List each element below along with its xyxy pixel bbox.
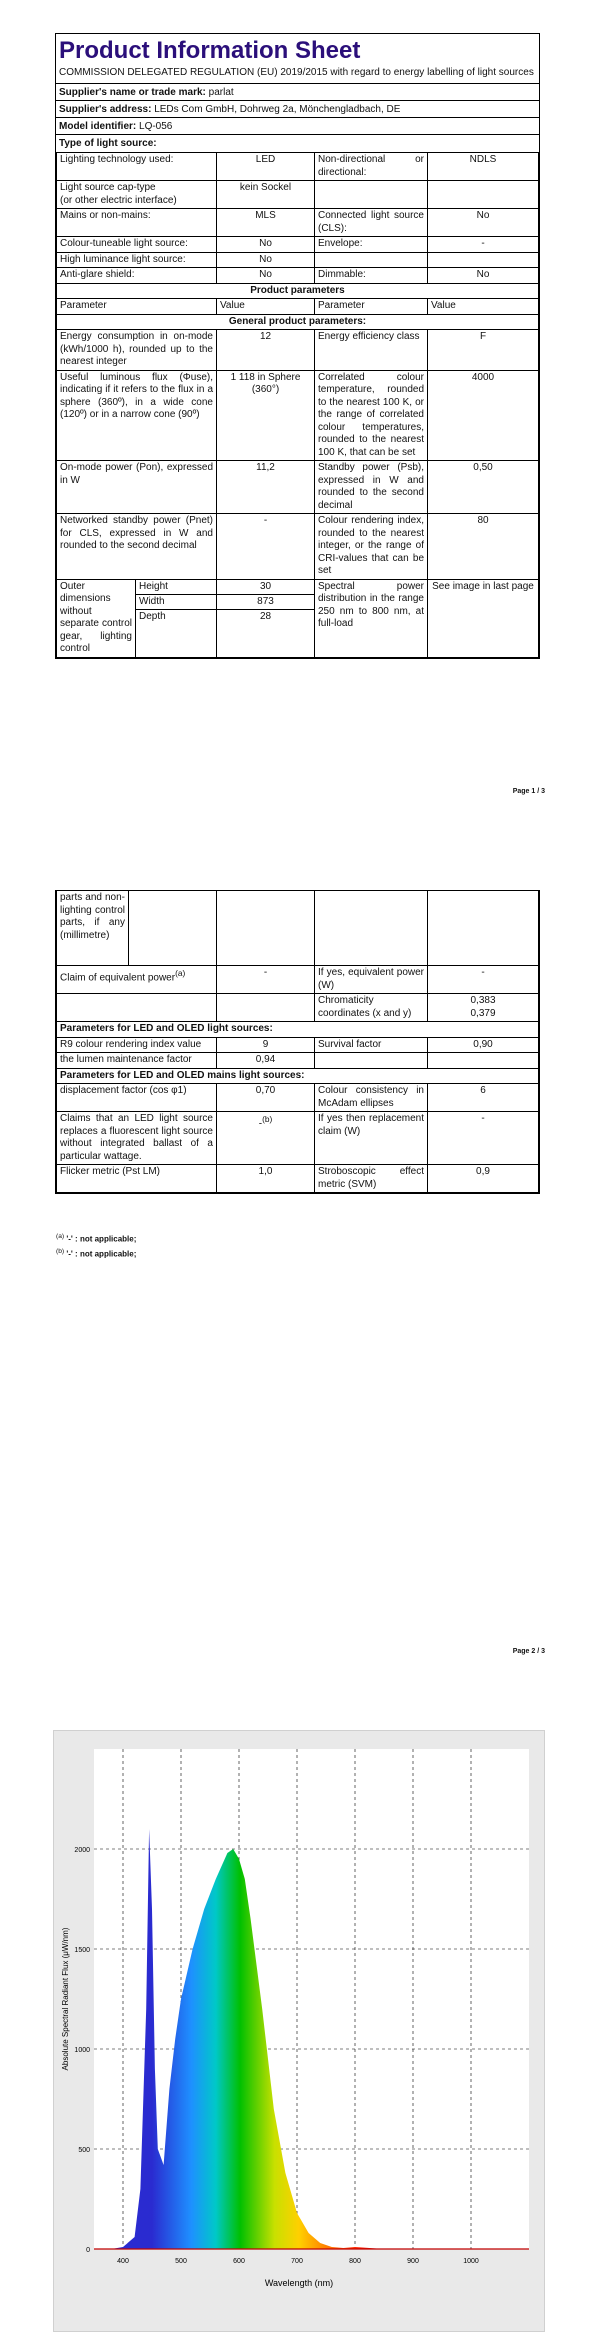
type-value: No	[428, 209, 539, 237]
led-row-param: R9 colour rendering index value	[57, 1037, 217, 1053]
equivalent-row-value: -	[428, 966, 539, 994]
type-row	[57, 252, 539, 268]
supplier-address-label: Supplier's address:	[59, 104, 152, 115]
led-row-value	[428, 1053, 539, 1069]
dimensions-cell	[57, 579, 217, 657]
type-param: Envelope:	[315, 237, 428, 253]
mains-row-param: If yes then replacement claim (W)	[315, 1112, 428, 1165]
mains-row-value: 1,0	[217, 1165, 315, 1193]
led-row-value: 0,94	[217, 1053, 315, 1069]
spectrum-chart	[53, 1730, 545, 2332]
page-3	[0, 1720, 590, 2334]
dim-height-value: 30	[217, 580, 314, 595]
col-header-value: Value	[217, 299, 315, 315]
page-2	[0, 880, 590, 1700]
general-param: Correlated colour temperature, rounded to the nearest 100 K, or the range of correlated colour temperatures, rounded to the nearest 100 K, that can be set	[315, 370, 428, 461]
general-value: -	[217, 514, 315, 580]
type-param: Anti-glare shield:	[57, 268, 217, 284]
x-tick-label: 500	[175, 2258, 187, 2265]
type-param: Non-directional or directional:	[315, 153, 428, 181]
spec-table	[56, 152, 539, 658]
general-param: Colour rendering index, rounded to the nearest integer, or the range of CRI-values that can be set	[315, 514, 428, 580]
equivalent-row-value: 0,383 0,379	[428, 994, 539, 1022]
general-heading: General product parameters:	[57, 314, 539, 330]
footnote-text: '-' : not applicable;	[64, 1249, 137, 1259]
x-axis-label: Wavelength (nm)	[264, 2278, 334, 2288]
equivalent-row-param: Chromaticity coordinates (x and y)	[315, 994, 428, 1022]
type-param: Colour-tuneable light source:	[57, 237, 217, 253]
dimensions-label: Outer dimensions without separate control gear, lighting control	[57, 580, 136, 657]
footnote-mark: (b)	[56, 1247, 65, 1255]
type-value	[428, 181, 539, 209]
x-tick-label: 900	[407, 2258, 419, 2265]
empty-cell	[129, 891, 217, 966]
y-tick-label: 1000	[74, 2047, 90, 2054]
model-row	[56, 118, 539, 135]
regulation-text: COMMISSION DELEGATED REGULATION (EU) 2019/2015 with regard to energy labelling of light sources	[56, 66, 539, 84]
mains-row-value: -$^{(b)}$	[217, 1112, 315, 1165]
mains-row-param: Colour consistency in McAdam ellipses	[315, 1084, 428, 1112]
type-param: Mains or non-mains:	[57, 209, 217, 237]
type-row	[57, 181, 539, 209]
supplier-name-value: parlat	[208, 87, 234, 98]
info-sheet-continued	[55, 890, 540, 1194]
model-label: Model identifier:	[59, 121, 137, 132]
page-1	[0, 0, 590, 800]
dim-depth-value: 28	[259, 610, 272, 622]
col-header-value: Value	[428, 299, 539, 315]
empty-cell	[315, 891, 428, 966]
general-param: On-mode power (Pon), expressed in W	[57, 461, 217, 514]
footnote-ref: (b)	[262, 1114, 273, 1124]
supplier-address-row	[56, 101, 539, 118]
general-param: Standby power (Psb), expressed in W and rounded to the second decimal	[315, 461, 428, 514]
mains-row-value: 0,70	[217, 1084, 315, 1112]
x-tick-label: 400	[117, 2258, 129, 2265]
model-value: LQ-056	[139, 121, 173, 132]
mains-row	[57, 1165, 539, 1193]
footnote	[56, 1231, 136, 1246]
type-value: No	[217, 237, 315, 253]
general-value: 11,2	[217, 461, 315, 514]
type-heading: Type of light source:	[59, 138, 157, 149]
footnote-mark: (a)	[56, 1233, 65, 1240]
type-value: MLS	[217, 209, 315, 237]
led-heading-row	[57, 1022, 539, 1038]
supplier-address-value: LEDs Com GmbH, Dohrweg 2a, Mönchengladbach, DE	[154, 104, 401, 115]
type-value: LED	[217, 153, 315, 181]
general-value: 12	[217, 330, 315, 371]
column-header-row	[57, 299, 539, 315]
dim-width-value: 873	[217, 595, 314, 610]
type-row	[57, 209, 539, 237]
page-number: Page 1 / 3	[512, 788, 545, 795]
mains-row-value: -	[428, 1112, 539, 1165]
dim-height-label: Height	[136, 580, 216, 595]
footnotes	[56, 1231, 136, 1260]
led-row	[57, 1037, 539, 1053]
led-row-value: 0,90	[428, 1037, 539, 1053]
mains-heading-row	[57, 1068, 539, 1084]
general-heading-row	[57, 314, 539, 330]
mains-row-param: Stroboscopic effect metric (SVM)	[315, 1165, 428, 1193]
general-param: Networked standby power (Pnet) for CLS, expressed in W and rounded to the second decimal	[57, 514, 217, 580]
mains-heading: Parameters for LED and OLED mains light sources:	[57, 1068, 539, 1084]
x-tick-label: 600	[233, 2258, 245, 2265]
type-param	[315, 181, 428, 209]
type-value	[428, 252, 539, 268]
type-value: kein Sockel	[217, 181, 315, 209]
general-value: 80	[428, 514, 539, 580]
equivalent-row-value	[217, 994, 315, 1022]
general-value: 0,50	[428, 461, 539, 514]
general-row	[57, 370, 539, 461]
sheet-title: Product Information Sheet	[59, 37, 361, 64]
page-number: Page 2 / 3	[512, 1648, 545, 1655]
y-tick-label: 2000	[74, 1847, 90, 1854]
type-param: Lighting technology used:	[57, 153, 217, 181]
general-row	[57, 461, 539, 514]
mains-row	[57, 1084, 539, 1112]
mains-row	[57, 1112, 539, 1165]
empty-cell	[217, 891, 315, 966]
general-param: Energy consumption in on-mode (kWh/1000 h), rounded up to the nearest integer	[57, 330, 217, 371]
general-value: F	[428, 330, 539, 371]
supplier-name-row	[56, 84, 539, 101]
general-param: Energy efficiency class	[315, 330, 428, 371]
dimensions-label-continued: parts and non-lighting control parts, if any (millimetre)	[57, 891, 129, 966]
equivalent-row-param	[57, 994, 217, 1022]
type-row	[57, 153, 539, 181]
dimensions-values	[217, 579, 315, 657]
dimensions-continued-row	[57, 891, 539, 966]
footnote-text: '-' : not applicable;	[64, 1234, 137, 1244]
general-value: 4000	[428, 370, 539, 461]
spectrum-svg	[54, 1731, 544, 2331]
led-heading: Parameters for LED and OLED light sources:	[57, 1022, 539, 1038]
dimensions-row	[57, 579, 539, 657]
product-params-row	[57, 283, 539, 299]
col-header-parameter: Parameter	[57, 299, 217, 315]
dim-width-label: Width	[136, 595, 216, 610]
led-row-param	[315, 1053, 428, 1069]
equivalent-row	[57, 966, 539, 994]
led-row-param: the lumen maintenance factor	[57, 1053, 217, 1069]
type-value: No	[428, 268, 539, 284]
mains-row-value: 6	[428, 1084, 539, 1112]
footnote	[56, 1246, 136, 1261]
spd-label: Spectral power distribution in the range 250 nm to 800 nm, at full-load	[315, 579, 428, 657]
col-header-parameter: Parameter	[315, 299, 428, 315]
type-value: -	[428, 237, 539, 253]
general-value: 1 118 in Sphere (360°)	[217, 370, 315, 461]
type-value: NDLS	[428, 153, 539, 181]
general-row	[57, 330, 539, 371]
equivalent-row-param: If yes, equivalent power (W)	[315, 966, 428, 994]
spd-value: See image in last page	[428, 579, 539, 657]
mains-row-param: Flicker metric (Pst LM)	[57, 1165, 217, 1193]
product-params-heading: Product parameters	[57, 283, 539, 299]
x-tick-label: 800	[349, 2258, 361, 2265]
type-value: No	[217, 268, 315, 284]
led-row	[57, 1053, 539, 1069]
general-param: Useful luminous flux (Φuse), indicating if it refers to the flux in a sphere (360º), in a wide cone (120º) or in a narrow cone (90º)	[57, 370, 217, 461]
type-param: Dimmable:	[315, 268, 428, 284]
type-param: High luminance light source:	[57, 252, 217, 268]
x-tick-label: 1000	[463, 2258, 479, 2265]
type-param	[315, 252, 428, 268]
type-row	[57, 237, 539, 253]
spec-table-continued	[56, 890, 539, 1193]
type-param: Light source cap-type (or other electric interface)	[57, 181, 217, 209]
footnote-ref: (a)	[175, 968, 186, 978]
y-tick-label: 0	[86, 2247, 90, 2254]
general-row	[57, 514, 539, 580]
type-heading-row	[56, 135, 539, 152]
equivalent-row-param: Claim of equivalent power$^{(a)}$	[57, 966, 217, 994]
mains-row-param: Claims that an LED light source replaces a fluorescent light source without integrated ballast of a particular wattage.	[57, 1112, 217, 1165]
supplier-name-label: Supplier's name or trade mark:	[59, 87, 206, 98]
equivalent-row-value: -	[217, 966, 315, 994]
x-tick-label: 700	[291, 2258, 303, 2265]
equivalent-row	[57, 994, 539, 1022]
led-row-param: Survival factor	[315, 1037, 428, 1053]
empty-cell	[428, 891, 539, 966]
type-value: No	[217, 252, 315, 268]
mains-row-param: displacement factor (cos φ1)	[57, 1084, 217, 1112]
y-tick-label: 1500	[74, 1947, 90, 1954]
info-sheet	[55, 33, 540, 659]
y-tick-label: 500	[78, 2147, 90, 2154]
dim-depth-label: Depth	[139, 610, 166, 622]
type-param: Connected light source (CLS):	[315, 209, 428, 237]
led-row-value: 9	[217, 1037, 315, 1053]
y-axis-label: Absolute Spectral Radiant Flux (μW/nm)	[61, 1927, 70, 2071]
type-row	[57, 268, 539, 284]
mains-row-value: 0,9	[428, 1165, 539, 1193]
